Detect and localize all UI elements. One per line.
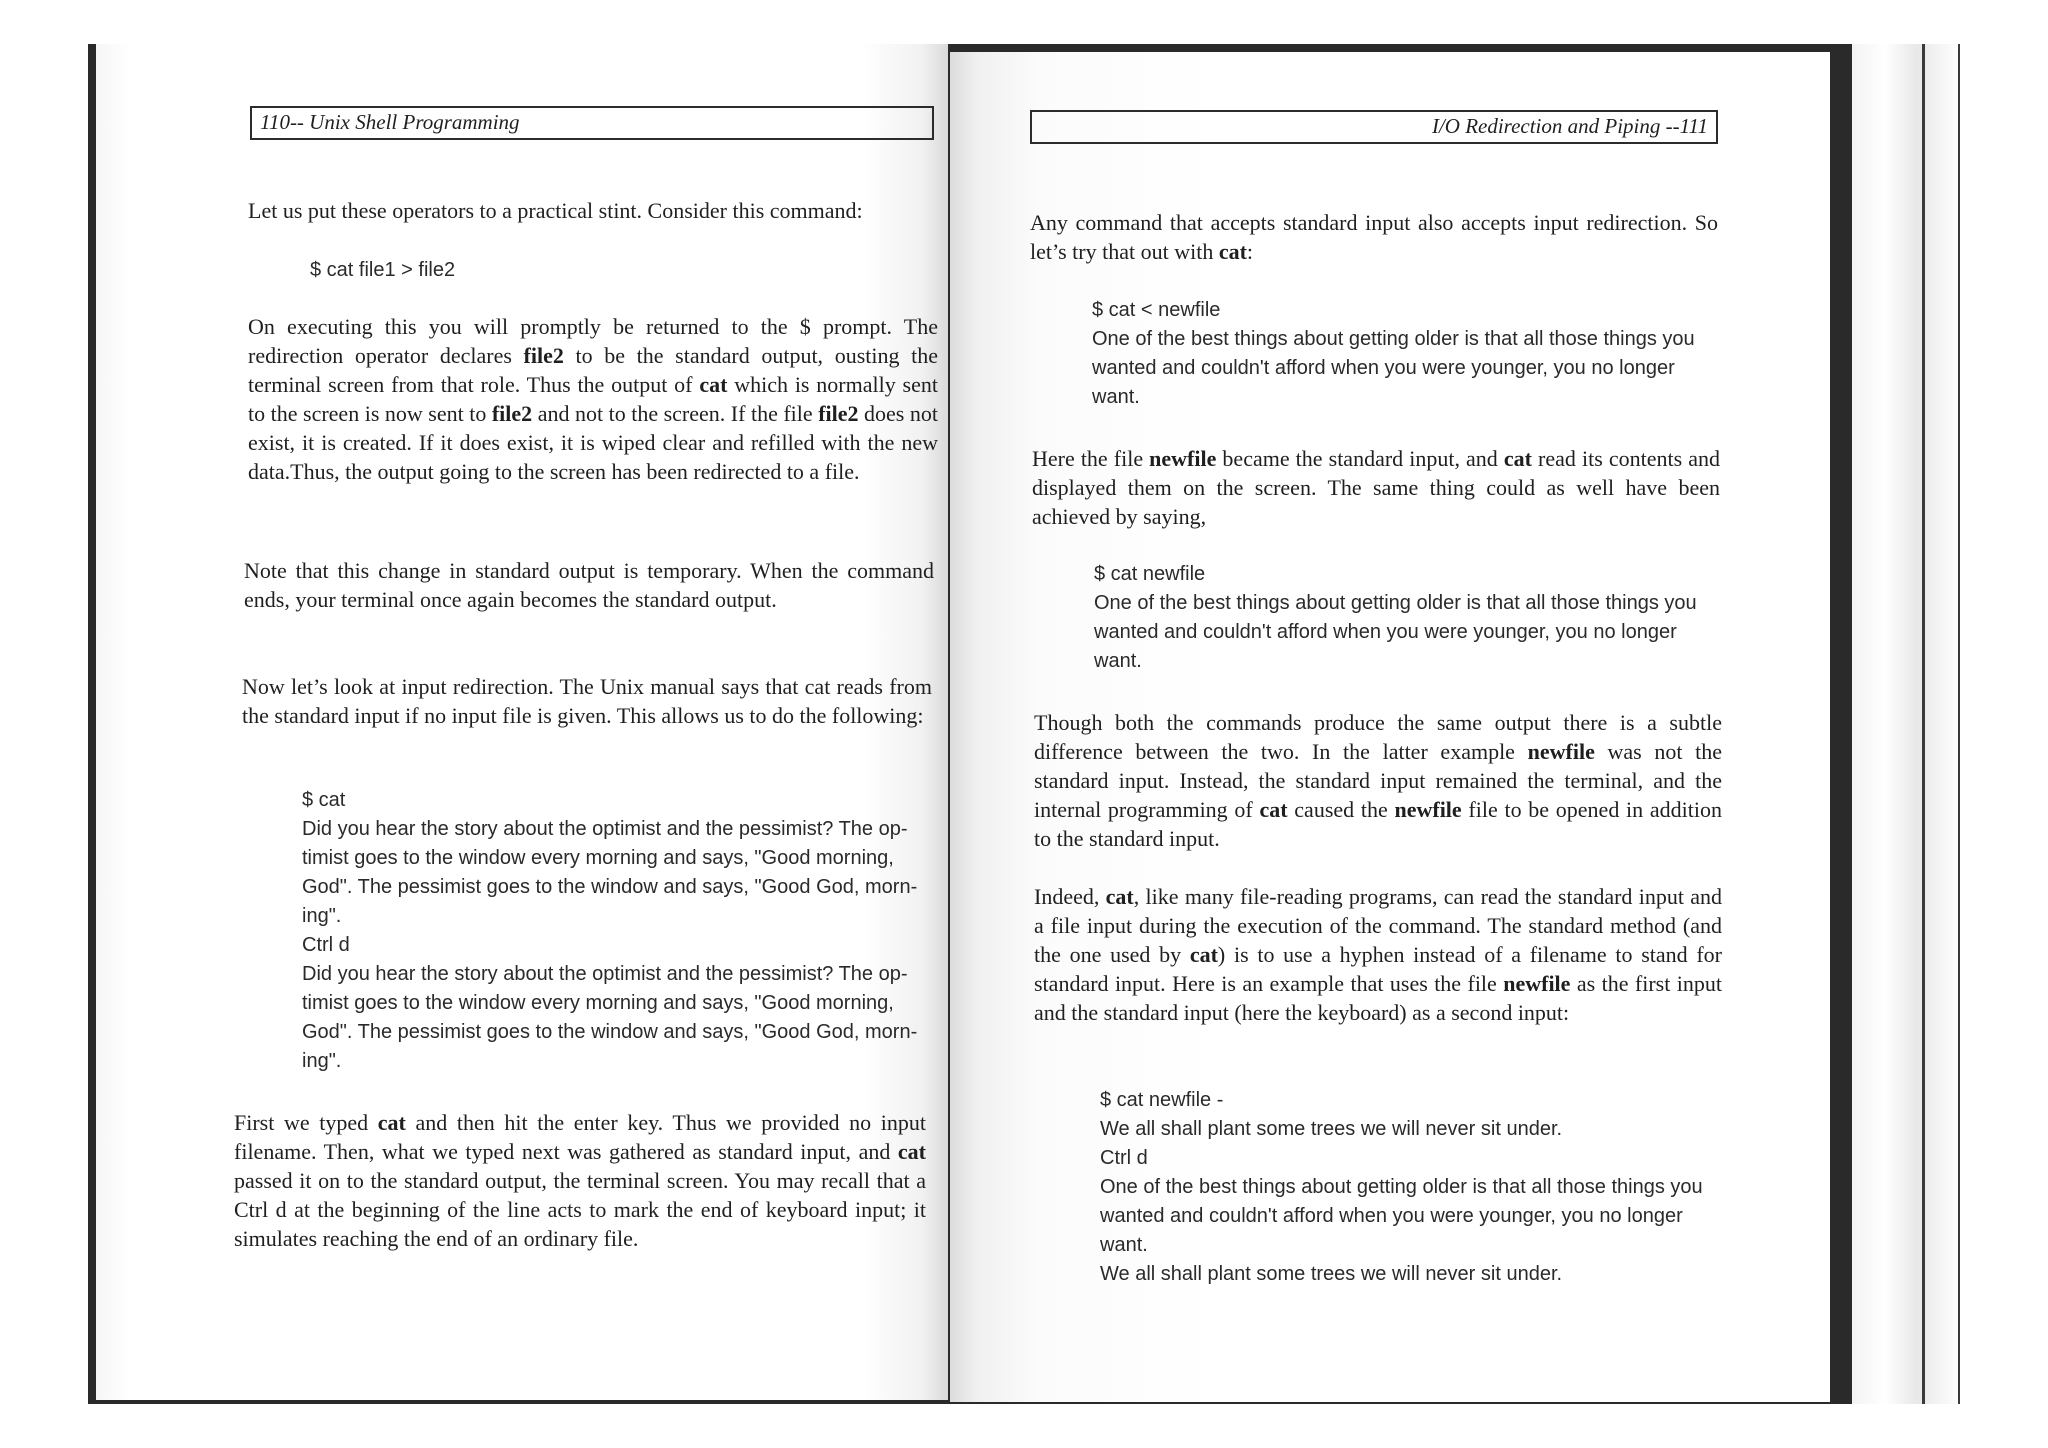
bold-term: file2 bbox=[491, 401, 533, 426]
code-line: $ cat newfile bbox=[1094, 563, 1206, 585]
book-edge bbox=[1852, 44, 1960, 1404]
text-run: passed it on to the standard output, the terminal screen. You may recall that a Ctrl d at the beginning of the line acts to mark the end of keyboard input; it simulates reaching the end of an ordinary file. bbox=[234, 1168, 926, 1251]
text-run: does not exist, it is created. If it does exist, it is wiped clear and refilled with the new data.Thus, the output going to the screen has been redirected to a file. bbox=[248, 401, 938, 484]
bold-term: cat bbox=[1105, 884, 1134, 909]
code-line: One of the best things about getting older is that all those things you bbox=[1100, 1176, 1703, 1198]
code-line: wanted and couldn't afford when you were younger, you no longer bbox=[1094, 621, 1677, 643]
left-running-head bbox=[250, 106, 934, 140]
code-line: We all shall plant some trees we will never sit under. bbox=[1100, 1263, 1563, 1285]
bold-term: newfile bbox=[1394, 797, 1462, 822]
text-run: ) is to use a hyphen instead of a filename to stand for standard input. Here is an example that uses the file bbox=[1034, 942, 1722, 996]
right-paragraph-4 bbox=[1034, 882, 1722, 1027]
bold-term: cat bbox=[897, 1139, 926, 1164]
text-run: Though both the commands produce the same output there is a subtle difference between the two. In the latter example bbox=[1034, 710, 1722, 764]
bold-term: cat bbox=[377, 1110, 406, 1135]
bold-term: cat bbox=[1189, 942, 1218, 967]
bold-term: newfile bbox=[1527, 739, 1595, 764]
left-paragraph-1: Let us put these operators to a practical stint. Consider this command: bbox=[248, 198, 863, 223]
text-run: caused the bbox=[1287, 797, 1395, 822]
text-run: was not the standard input. Instead, the standard input remained the terminal, and the internal programming of bbox=[1034, 739, 1723, 822]
bold-term: newfile bbox=[1149, 446, 1217, 471]
code-line: timist goes to the window every morning and says, "Good morning, bbox=[302, 992, 894, 1014]
code-line: timist goes to the window every morning and says, "Good morning, bbox=[302, 847, 894, 869]
code-line: want. bbox=[1092, 386, 1140, 408]
right-paragraph-3 bbox=[1034, 708, 1722, 853]
text-run: as the first input and the standard input (here the keyboard) as a second input: bbox=[1034, 971, 1722, 1025]
text-run: file to be opened in addition to the standard input. bbox=[1034, 797, 1722, 851]
right-header-title: I/O Redirection and Piping --111 bbox=[1431, 114, 1708, 138]
code-line: Ctrl d bbox=[1100, 1147, 1148, 1169]
text-run: read its contents and displayed them on the screen. The same thing could as well have been achieved by saying, bbox=[1032, 446, 1720, 529]
bold-term: cat bbox=[1503, 446, 1532, 471]
edge-line bbox=[1922, 44, 1925, 1404]
code-line: wanted and couldn't afford when you were younger, you no longer bbox=[1100, 1205, 1683, 1227]
text-run: First we typed bbox=[234, 1110, 378, 1135]
code-line: Did you hear the story about the optimist and the pessimist? The op- bbox=[302, 963, 908, 985]
left-paragraph-3: Note that this change in standard output is temporary. When the command ends, your terminal once again becomes the standard output. bbox=[244, 558, 934, 612]
code-line: We all shall plant some trees we will never sit under. bbox=[1100, 1118, 1563, 1140]
left-code-2 bbox=[302, 786, 918, 1076]
code-line: Ctrl d bbox=[302, 934, 350, 956]
text-run: to be the standard output, ousting the terminal screen from that role. Thus the output of bbox=[248, 343, 938, 397]
code-line: Did you hear the story about the optimist and the pessimist? The op- bbox=[302, 818, 908, 840]
text-run: which is normally sent to the screen is now sent to bbox=[248, 372, 938, 426]
bold-term: file2 bbox=[818, 401, 859, 426]
code-line: want. bbox=[1094, 650, 1142, 672]
right-paragraph-2 bbox=[1032, 444, 1720, 531]
bold-term: cat bbox=[1218, 239, 1247, 264]
right-code-2 bbox=[1094, 560, 1697, 676]
text-run: and then hit the enter key. Thus we provided no input filename. Then, what we typed next was gathered as standard input, and bbox=[234, 1110, 926, 1164]
code-line: God". The pessimist goes to the window and says, "Good God, morn- bbox=[302, 876, 918, 898]
code-line: $ cat file1 > file2 bbox=[310, 259, 456, 281]
bold-term: cat bbox=[1259, 797, 1288, 822]
text-run: Any command that accepts standard input also accepts input redirection. So let’s try that out with bbox=[1030, 210, 1718, 264]
bold-term: cat bbox=[699, 372, 728, 397]
code-line: ing". bbox=[302, 1050, 342, 1072]
code-line: $ cat < newfile bbox=[1092, 299, 1221, 321]
bold-term: file2 bbox=[523, 343, 564, 368]
right-running-head bbox=[1030, 110, 1718, 144]
code-line: wanted and couldn't afford when you were younger, you no longer bbox=[1092, 357, 1675, 379]
bold-term: newfile bbox=[1503, 971, 1571, 996]
right-code-3 bbox=[1100, 1086, 1703, 1289]
text-run: : bbox=[1246, 239, 1254, 264]
left-paragraph-2 bbox=[248, 312, 938, 486]
text-run: On executing this you will promptly be returned to the $ prompt. The redirection operator declares bbox=[248, 314, 938, 368]
right-page bbox=[950, 52, 1830, 1402]
code-line: One of the best things about getting older is that all those things you bbox=[1092, 328, 1695, 350]
code-line: One of the best things about getting older is that all those things you bbox=[1094, 592, 1697, 614]
left-paragraph-4: Now let’s look at input redirection. The Unix manual says that cat reads from the standard input if no input file is given. This allows us to do the following: bbox=[242, 674, 932, 728]
code-line: $ cat newfile - bbox=[1100, 1089, 1224, 1111]
code-line: God". The pessimist goes to the window and says, "Good God, morn- bbox=[302, 1021, 918, 1043]
text-run: became the standard input, and bbox=[1216, 446, 1504, 471]
code-line: $ cat bbox=[302, 789, 346, 811]
edge-line bbox=[1958, 44, 1960, 1404]
left-code-1 bbox=[310, 256, 455, 285]
text-run: Here the file bbox=[1032, 446, 1150, 471]
text-run: Indeed, bbox=[1034, 884, 1106, 909]
right-paragraph-1 bbox=[1030, 208, 1718, 266]
left-page bbox=[96, 44, 948, 1400]
text-run: , like many file-reading programs, can read the standard input and a file input during the execution of the command. The standard method (and the one used by bbox=[1034, 884, 1722, 967]
code-line: want. bbox=[1100, 1234, 1148, 1256]
left-header-title: 110-- Unix Shell Programming bbox=[260, 110, 520, 134]
right-code-1 bbox=[1092, 296, 1695, 412]
left-paragraph-5 bbox=[234, 1108, 926, 1253]
text-run: and not to the screen. If the file bbox=[532, 401, 819, 426]
code-line: ing". bbox=[302, 905, 342, 927]
